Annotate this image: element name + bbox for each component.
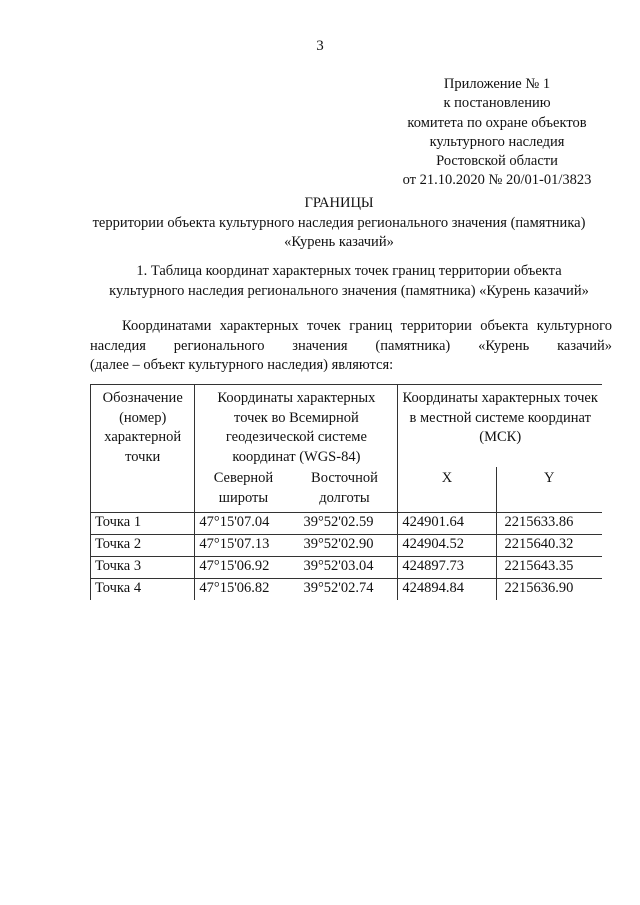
table-row — [91, 579, 603, 601]
intro-line: Координатами характерных точек границ территории объекта культурного — [122, 318, 612, 334]
intro-paragraph — [90, 317, 612, 376]
cell-point: Точка 3 — [91, 557, 195, 579]
section-heading — [80, 262, 618, 301]
table-row — [91, 535, 603, 557]
header-wgs: Координаты характерных точек во Всемирной геодезической системе координат (WGS-84) — [195, 385, 398, 468]
cell-lon: 39°52'02.59 — [292, 513, 398, 535]
cell-y: 2215643.35 — [496, 557, 602, 579]
cell-y: 2215636.90 — [496, 579, 602, 601]
cell-lon: 39°52'02.74 — [292, 579, 398, 601]
subheader-lat: Северной широты — [195, 467, 292, 513]
appendix-line: Приложение № 1 — [443, 76, 551, 92]
cell-lon: 39°52'02.90 — [292, 535, 398, 557]
header-msk: Координаты характерных точек в местной системе координат (МСК) — [398, 385, 602, 468]
cell-y: 2215640.32 — [496, 535, 602, 557]
cell-x: 424904.52 — [398, 535, 496, 557]
table-header-row — [91, 385, 603, 468]
cell-x: 424894.84 — [398, 579, 496, 601]
appendix-line: от 21.10.2020 № 20/01-01/3823 — [402, 172, 592, 189]
cell-point: Точка 1 — [91, 513, 195, 535]
cell-lat: 47°15'06.82 — [195, 579, 292, 601]
cell-lat: 47°15'07.04 — [195, 513, 292, 535]
cell-y: 2215633.86 — [496, 513, 602, 535]
appendix-line: комитета по охране объектов — [407, 114, 587, 131]
cell-x: 424897.73 — [398, 557, 496, 579]
appendix-line: к постановлению — [443, 95, 551, 112]
cell-point: Точка 4 — [91, 579, 195, 601]
cell-x: 424901.64 — [398, 513, 496, 535]
title-line: территории объекта культурного наследия регионального значения (памятника) — [92, 214, 586, 231]
cell-lat: 47°15'06.92 — [195, 557, 292, 579]
subheader-lon: Восточной долготы — [311, 470, 378, 506]
title-line: «Курень казачий» — [284, 234, 394, 250]
cell-point: Точка 2 — [91, 535, 195, 557]
appendix-line: Ростовской области — [436, 153, 558, 170]
subheader-y: Y — [496, 467, 602, 513]
intro-line: наследия регионального значения (памятника) «Курень казачий» — [90, 337, 612, 354]
section-line: культурного наследия регионального значения (памятника) «Курень казачий» — [109, 282, 589, 299]
subheader-x: X — [398, 467, 496, 513]
table-row — [91, 557, 603, 579]
table-row — [91, 513, 603, 535]
appendix-line: культурного наследия — [429, 133, 565, 150]
title-heading: ГРАНИЦЫ — [304, 195, 374, 211]
coordinates-table — [90, 384, 602, 600]
cell-lat: 47°15'07.13 — [195, 535, 292, 557]
header-designation: Обозначение (номер) характерной точки — [91, 385, 195, 513]
document-title — [60, 194, 618, 253]
appendix-block — [372, 75, 622, 191]
cell-lon: 39°52'03.04 — [292, 557, 398, 579]
intro-line: (далее – объект культурного наследия) являются: — [90, 357, 394, 373]
section-line: 1. Таблица координат характерных точек границ территории объекта — [136, 263, 562, 279]
page-number: 3 — [316, 38, 324, 54]
